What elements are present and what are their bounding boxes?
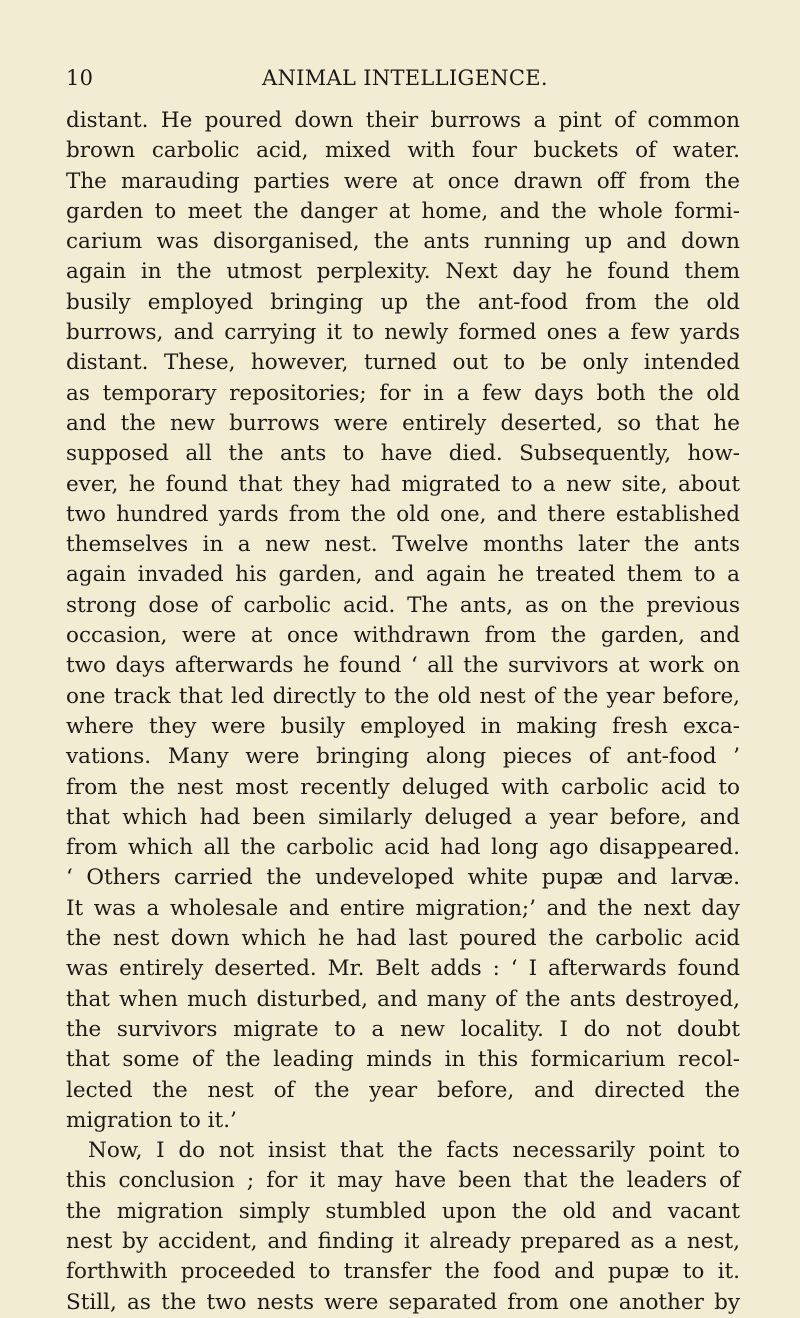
text-line: the migration simply stumbled upon the old and vacant bbox=[66, 1198, 740, 1224]
text-line: It was a wholesale and entire migration;’ and the next day bbox=[66, 895, 740, 921]
text-line: busily employed bringing up the ant-food from the old bbox=[66, 289, 740, 315]
text-line: distant. He poured down their burrows a pint of common bbox=[66, 108, 740, 133]
text-line: strong dose of carbolic acid. The ants, as on the previous bbox=[66, 592, 740, 618]
text-line: was entirely deserted. Mr. Belt adds : ‘ I afterwards found bbox=[66, 956, 740, 982]
text-line: two days afterwards he found ‘ all the survivors at work on bbox=[66, 653, 740, 679]
text-line: brown carbolic acid, mixed with four buckets of water. bbox=[66, 138, 740, 164]
text-line: that which had been similarly deluged a year before, and bbox=[66, 804, 740, 830]
text-line: again invaded his garden, and again he treated them to a bbox=[66, 562, 740, 588]
text-line: again in the utmost perplexity. Next day he found them bbox=[66, 259, 740, 285]
text-line: distant. These, however, turned out to be only intended bbox=[66, 350, 740, 376]
running-title: ANIMAL INTELLIGENCE. bbox=[262, 66, 548, 90]
text-line: ever, he found that they had migrated to a new site, about bbox=[66, 471, 740, 497]
running-head bbox=[66, 66, 738, 100]
text-line-paragraph-start: Now, I do not insist that the facts necessarily point to bbox=[88, 1138, 740, 1164]
text-line: the nest down which he had last poured the carbolic acid bbox=[66, 926, 740, 952]
text-line: the survivors migrate to a new locality. I do not doubt bbox=[66, 1016, 740, 1042]
text-line: garden to meet the danger at home, and the whole formi- bbox=[66, 198, 740, 224]
text-line: The marauding parties were at once drawn off from the bbox=[66, 168, 740, 194]
text-line: where they were busily employed in making fresh exca- bbox=[66, 713, 740, 739]
text-line: that when much disturbed, and many of the ants destroyed, bbox=[66, 986, 740, 1012]
text-line: forthwith proceeded to transfer the food and pupæ to it. bbox=[66, 1259, 740, 1285]
text-line: and the new burrows were entirely deserted, so that he bbox=[66, 410, 740, 436]
text-line: themselves in a new nest. Twelve months later the ants bbox=[66, 532, 740, 558]
text-line: from which all the carbolic acid had long ago disappeared. bbox=[66, 835, 740, 861]
text-line: nest by accident, and finding it already prepared as a nest, bbox=[66, 1228, 740, 1254]
text-line: occasion, were at once withdrawn from the garden, and bbox=[66, 623, 740, 649]
body-text bbox=[66, 106, 740, 1318]
text-line: burrows, and carrying it to newly formed ones a few yards bbox=[66, 320, 740, 346]
text-line: two hundred yards from the old one, and there established bbox=[66, 501, 740, 527]
text-line: supposed all the ants to have died. Subsequently, how- bbox=[66, 441, 740, 467]
text-line: that some of the leading minds in this formicarium recol- bbox=[66, 1047, 740, 1073]
text-line: from the nest most recently deluged with carbolic acid to bbox=[66, 774, 740, 800]
page-number: 10 bbox=[66, 66, 94, 90]
text-line: ‘ Others carried the undeveloped white pupæ and larvæ. bbox=[66, 865, 740, 891]
text-line: vations. Many were bringing along pieces of ant-food ’ bbox=[66, 744, 740, 770]
text-line: one track that led directly to the old nest of the year before, bbox=[66, 683, 740, 709]
text-line: as temporary repositories; for in a few days both the old bbox=[66, 380, 740, 406]
text-line: this conclusion ; for it may have been that the leaders of bbox=[66, 1168, 740, 1194]
text-line: carium was disorganised, the ants running up and down bbox=[66, 229, 740, 255]
text-line-paragraph-end: migration to it.’ bbox=[66, 1107, 237, 1133]
text-line: lected the nest of the year before, and directed the bbox=[66, 1077, 740, 1103]
text-line: Still, as the two nests were separated from one another by bbox=[66, 1289, 740, 1315]
